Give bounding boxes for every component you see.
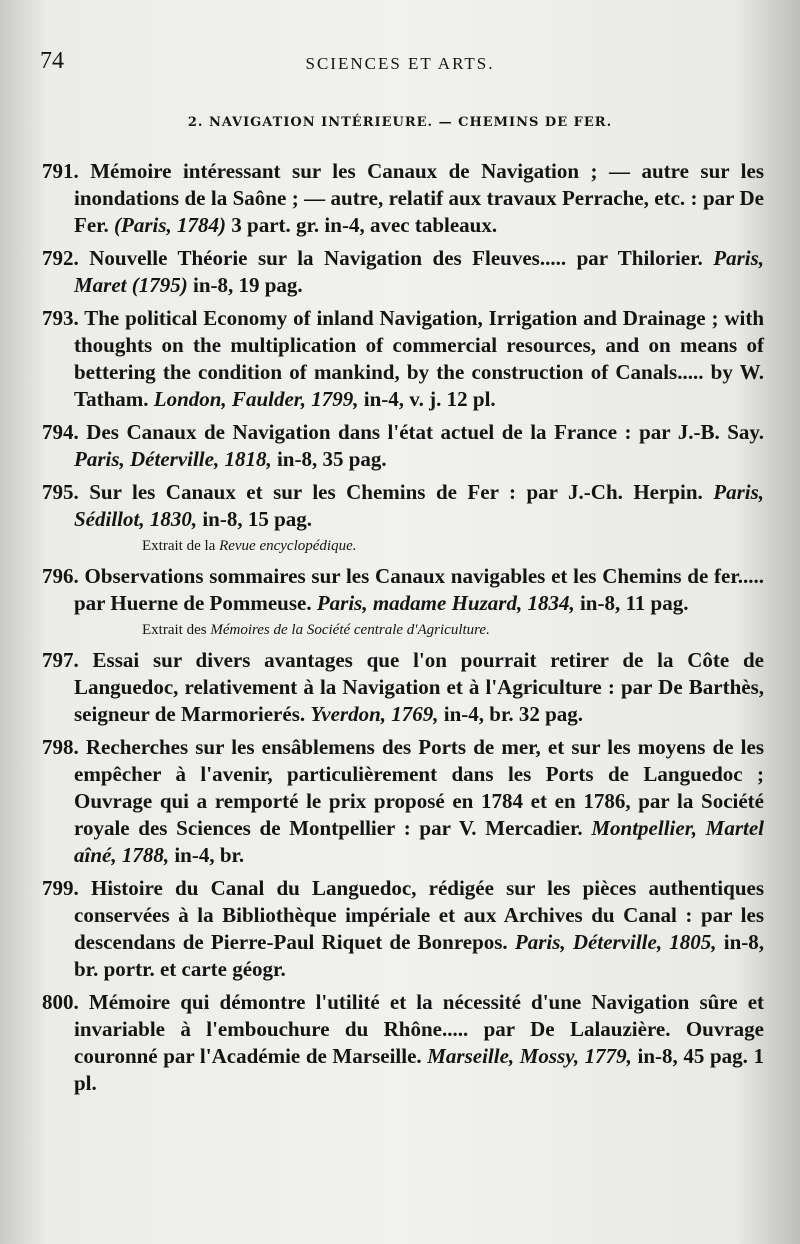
running-title: SCIENCES ET ARTS.: [305, 54, 495, 73]
page-number: 74: [40, 48, 64, 74]
entry-list: [42, 158, 764, 1103]
section-title: 2. NAVIGATION INTÉRIEURE. — CHEMINS DE FER.: [187, 115, 613, 130]
entry-796: 796. Observations sommaires sur les Canaux navigables et les Chemins de fer..... par Huerne de Pommeuse. Paris, madame Huzard, 1834, in-8, 11 pag.: [42, 564, 765, 615]
entry-799: 799. Histoire du Canal du Languedoc, rédigée sur les pièces authentiques conservées à la Bibliothèque impériale et aux Archives du Canal : par les descendans de Pierre-Paul Riquet de Bonrepos. Paris, Déterville, 1805, in-8, br. portr. et carte géogr.: [42, 876, 765, 981]
entry-792: 792. Nouvelle Théorie sur la Navigation des Fleuves..... par Thilorier. Paris, Maret (1795) in-8, 19 pag.: [42, 246, 765, 297]
entry-800: 800. Mémoire qui démontre l'utilité et la nécessité d'une Navigation sûre et invariable à l'embouchure du Rhône..... par De Lalauzière. Ouvrage couronné par l'Académie de Marseille. Marseille, Mossy, 1779, in-8, 45 pag. 1 pl.: [42, 990, 765, 1095]
entry-795: 795. Sur les Canaux et sur les Chemins de Fer : par J.-Ch. Herpin. Paris, Sédillot, 1830, in-8, 15 pag.: [42, 480, 765, 531]
entry-791: 791. Mémoire intéressant sur les Canaux de Navigation ; — autre sur les inondations de la Saône ; — autre, relatif aux travaux Perrache, etc. : par De Fer. (Paris, 1784) 3 part. gr. in-4, avec tableaux.: [42, 159, 765, 237]
page-header: [40, 48, 760, 78]
note-796: Extrait des Mémoires de la Société centrale d'Agriculture.: [142, 622, 490, 638]
entry-794: 794. Des Canaux de Navigation dans l'état actuel de la France : par J.-B. Say. Paris, Déterville, 1818, in-8, 35 pag.: [42, 420, 764, 471]
entry-798: 798. Recherches sur les ensâblemens des Ports de mer, et sur les moyens de les empêcher à l'avenir, particulièrement dans les Ports de Languedoc ; Ouvrage qui a remporté le prix proposé en 1784 et en 1786, par la Société royale des Sciences de Montpellier : par V. Mercadier. Montpellier, Martel aîné, 1788, in-4, br.: [42, 735, 765, 867]
entry-793: 793. The political Economy of inland Navigation, Irrigation and Drainage ; with thoughts on the multiplication of commercial resources, and on means of bettering the condition of mankind, by the construction of Canals..... by W. Tatham. London, Faulder, 1799, in-4, v. j. 12 pl.: [42, 306, 764, 411]
note-795: Extrait de la Revue encyclopédique.: [142, 538, 357, 554]
entry-797: 797. Essai sur divers avantages que l'on pourrait retirer de la Côte de Languedoc, relativement à la Navigation et à l'Agriculture : par De Barthès, seigneur de Marmorierés. Yverdon, 1769, in-4, br. 32 pag.: [42, 648, 765, 726]
